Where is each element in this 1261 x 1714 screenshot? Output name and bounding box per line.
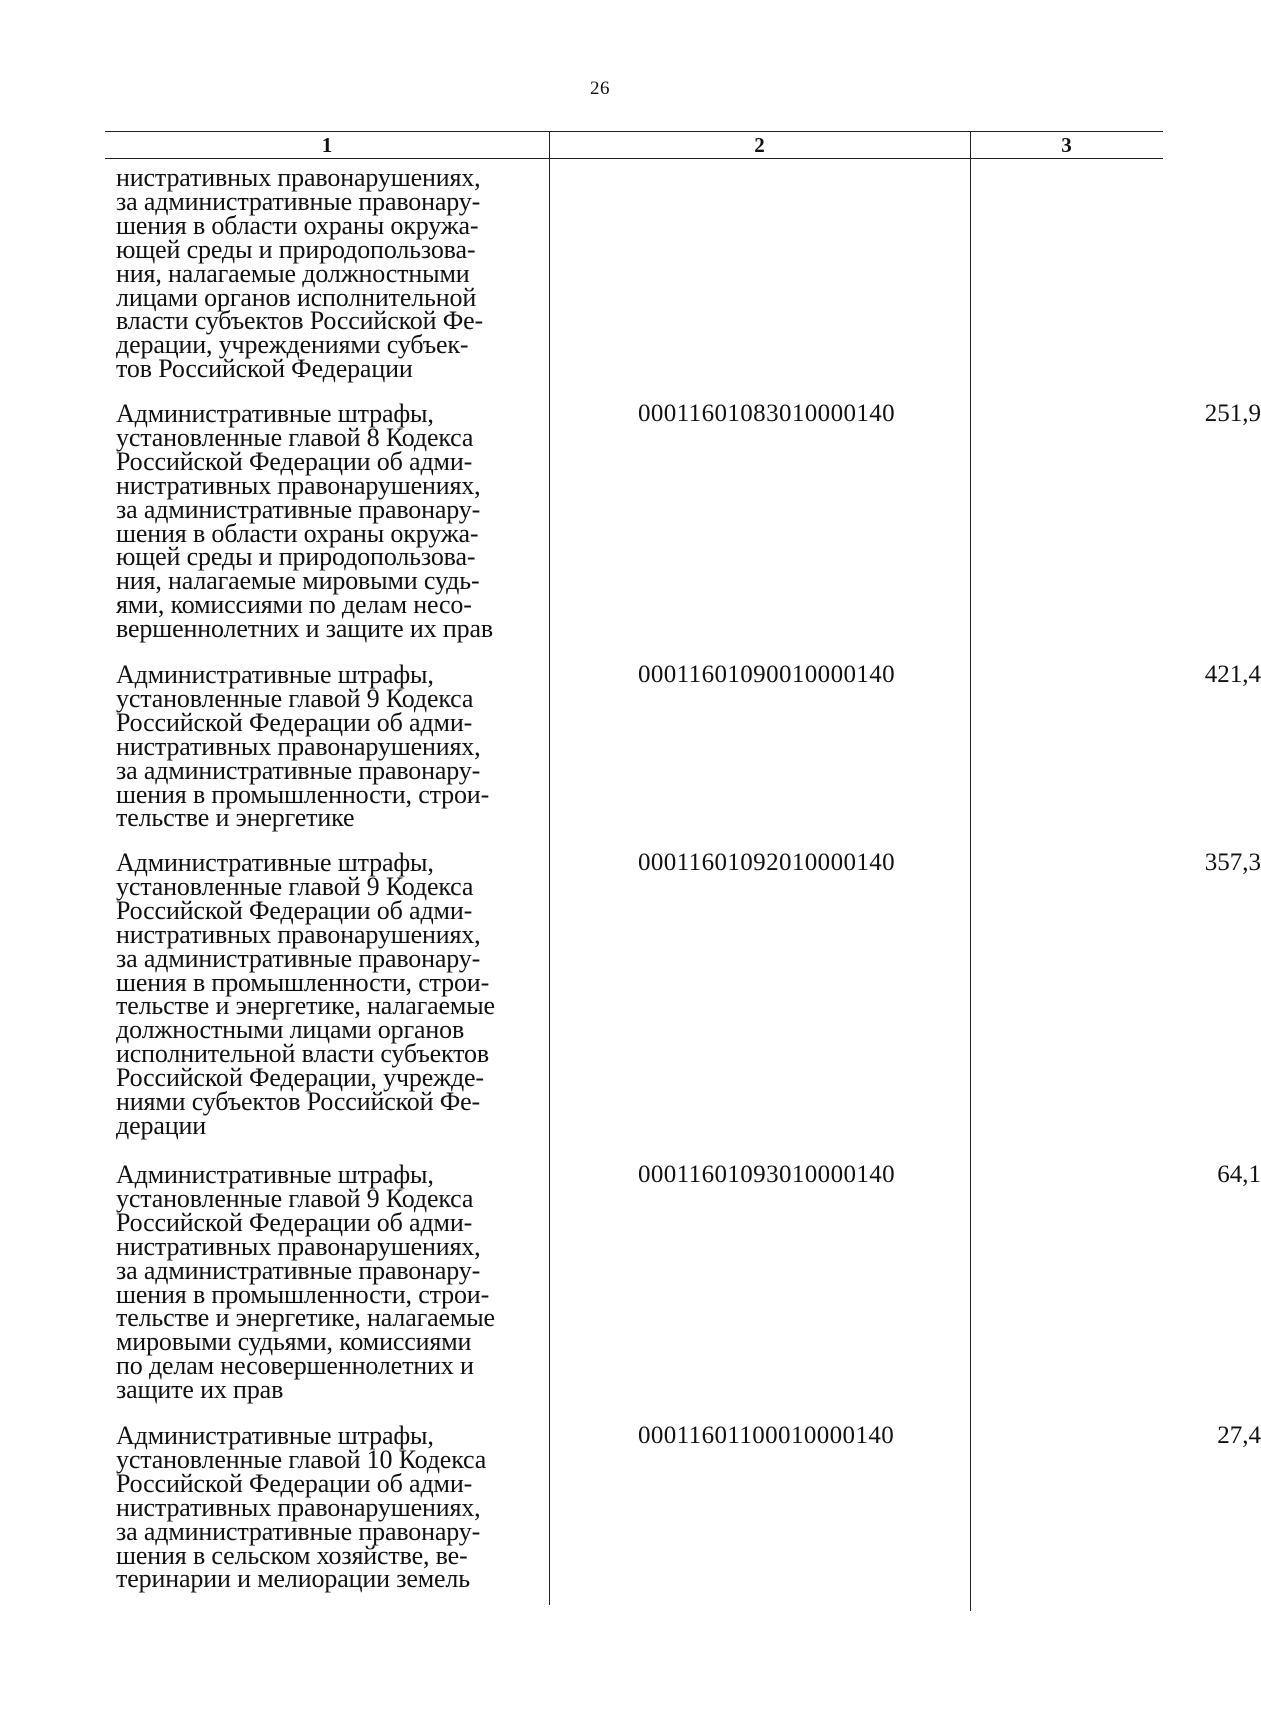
header-col-1: 1 [321,133,333,157]
column-divider [970,131,971,1611]
row-description: Административные штрафы, установленные главой 9 Кодекса Российской Федерации об адми- нистративных правонарушениях, за административные правонару- шения в промышленности, строи- тельстве и энергетике, налагаемые мировыми судьями, комиссиями по делам несовершеннолетних и защите их прав [116,1160,495,1405]
header-col-2: 2 [754,133,765,157]
row-code: 00011601090010000140 [638,661,896,688]
row-amount: 251,9 [1204,400,1261,427]
header-col-3: 3 [1061,133,1072,157]
page-number: 26 [590,78,610,99]
budget-table [105,131,1261,1605]
table-header-row [105,131,1163,159]
row-amount: 64,1 [1217,1161,1261,1188]
row-description: Административные штрафы, установленные главой 9 Кодекса Российской Федерации об адми- нистративных правонарушениях, за административные правонару- шения в промышленности, строи- тельстве и энергетике, налагаемые должностными лицами органов исполнительной власти субъектов Российской Федерации, учрежде- ниями субъектов Российской Фе- дерации [116,848,495,1140]
row-description: Административные штрафы, установленные главой 8 Кодекса Российской Федерации об адми- нистративных правонарушениях, за административные правонару- шения в области охраны окружа- ющей среды и природопользова- ния, налагаемые мировыми судь- ями, комиссиями по делам несо- вершеннолетних и защите их прав [116,399,493,644]
row-code: 00011601083010000140 [638,400,896,427]
row-code: 00011601092010000140 [638,849,896,876]
row-amount: 357,3 [1204,849,1261,876]
row-amount: 27,4 [1217,1422,1261,1449]
row-amount: 421,4 [1204,661,1261,688]
row-description: Административные штрафы, установленные главой 10 Кодекса Российской Федерации об адми- нистративных правонарушениях, за административные правонару- шения в сельском хозяйстве, ве- теринарии и мелиорации земель [116,1421,487,1594]
column-divider [549,131,550,1605]
row-code: 00011601100010000140 [638,1422,895,1449]
row-code: 00011601093010000140 [638,1161,896,1188]
row-description: Административные штрафы, установленные главой 9 Кодекса Российской Федерации об адми- нистративных правонарушениях, за административные правонару- шения в промышленности, строи- тельстве и энергетике [116,660,490,833]
row-description: нистративных правонарушениях, за административные правонару- шения в области охраны окружа- ющей среды и природопользова- ния, налагаемые должностными лицами органов исполнительной власти субъектов Российской Фе- дерации, учреждениями субъек- тов Российской Федерации [116,163,483,384]
